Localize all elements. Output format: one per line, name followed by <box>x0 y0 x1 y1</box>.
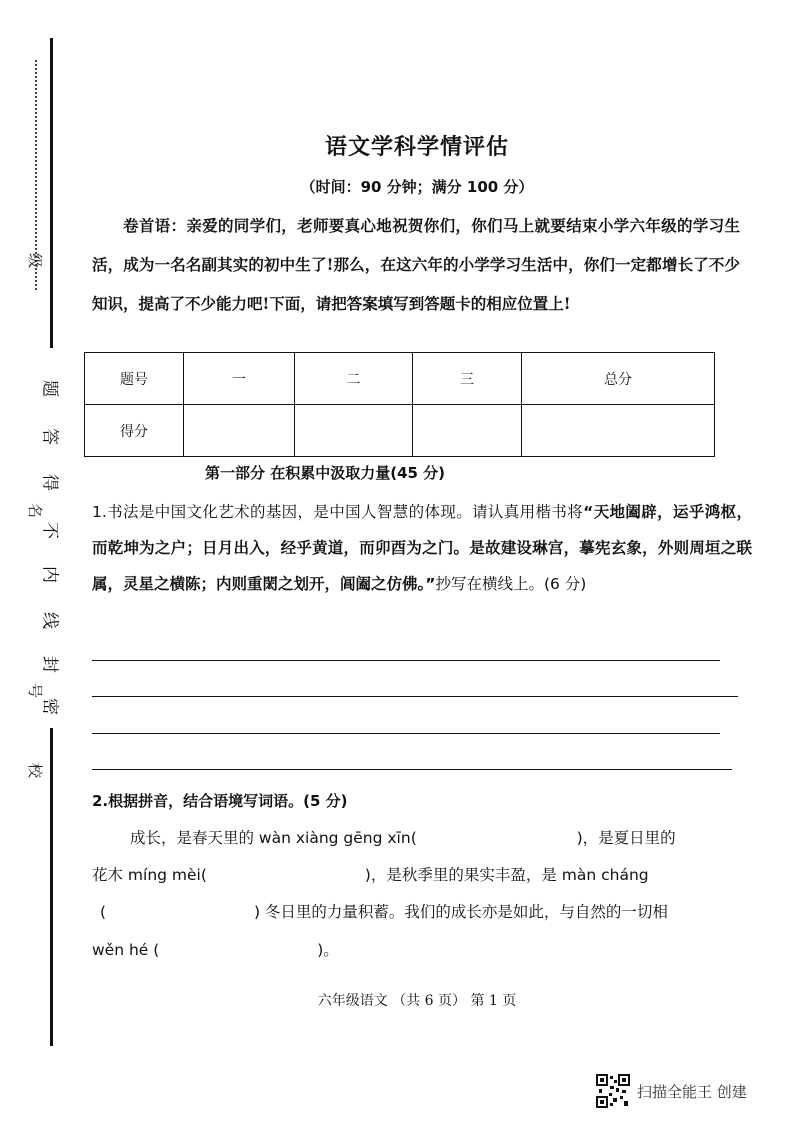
binding-char: 得 <box>39 474 60 491</box>
answer-line[interactable] <box>92 660 720 661</box>
q2-text: 花木 míng mèi( <box>92 866 207 884</box>
binding-char: 线 <box>39 612 60 629</box>
q2-text: )，是夏日里的 <box>576 829 676 847</box>
scanner-watermark: 扫描全能王 创建 <box>637 1083 747 1101</box>
q2-text: )，是秋季里的果实丰盈，是 màn cháng <box>364 866 649 884</box>
q2-text: ( <box>100 903 107 921</box>
score-input-part3[interactable] <box>413 405 522 457</box>
binding-char: 题 <box>39 380 60 397</box>
binding-char: 内 <box>39 566 60 583</box>
preface-text: 卷首语：亲爱的同学们，老师要真心地祝贺你们，你们马上就要结束小学六年级的学习生活，成为一名名副其实的初中生了!那么，在这六年的小学学习生活中，你们一定都增长了不少知识，提高了不少能力吧!下面，请把答案填写到答题卡的相应位置上! <box>92 216 740 313</box>
score-cell-part2: 二 <box>295 353 413 405</box>
q2-text: 成长，是春天里的 wàn xiàng gēng xīn( <box>130 829 417 847</box>
score-cell-part1: 一 <box>184 353 295 405</box>
score-input-part1[interactable] <box>184 405 295 457</box>
binding-char: 封 <box>39 656 60 673</box>
score-cell-label: 题号 <box>85 353 184 405</box>
q2-text: ) 冬日里的力量积蓄。我们的成长亦是如此，与自然的一切相 <box>253 903 668 921</box>
answer-line[interactable] <box>92 696 738 697</box>
score-table-header-row <box>85 353 715 405</box>
binding-char: 答 <box>39 428 60 445</box>
question-2-title: 2.根据拼音，结合语境写词语。(5 分) <box>92 792 348 810</box>
exam-time-score: （时间：90 分钟；满分 100 分） <box>300 178 534 196</box>
score-table-score-row <box>85 405 715 457</box>
score-cell-total: 总分 <box>522 353 715 405</box>
binding-char: 密 <box>39 698 60 715</box>
q2-text: )。 <box>317 941 339 959</box>
answer-line[interactable] <box>92 769 732 770</box>
score-input-part2[interactable] <box>295 405 413 457</box>
question-1-lead: 1.书法是中国文化艺术的基因，是中国人智慧的体现。请认真用楷书将 <box>92 503 584 521</box>
question-1 <box>92 494 752 602</box>
question-1-quote: “天地阖辟，运乎鸿枢，而乾坤为之户；日月出入，经乎黄道，而卯酉为之门。是故建设琳宫，摹宪玄象，外则周垣之联属，灵星之横陈；内则重閎之划开，阊阖之仿佛。” <box>92 503 752 593</box>
question-2-line-4 <box>92 938 752 960</box>
binding-char: 不 <box>39 522 60 539</box>
binding-label-number: 号 <box>26 682 45 699</box>
binding-label-name: 名 <box>26 502 45 519</box>
score-table <box>84 352 715 457</box>
question-1-tail: 抄写在横线上。(6 分) <box>435 575 587 593</box>
score-cell-part3: 三 <box>413 353 522 405</box>
answer-line[interactable] <box>92 733 720 734</box>
question-2-line-3 <box>100 900 760 922</box>
exam-title: 语文学科学情评估 <box>324 134 509 160</box>
score-row-label: 得分 <box>85 405 184 457</box>
score-input-total[interactable] <box>522 405 715 457</box>
q2-text: wěn hé ( <box>92 941 160 959</box>
page-footer: 六年级语文 （共 6 页） 第 1 页 <box>317 993 517 1009</box>
section-heading: 第一部分 在积累中汲取力量(45 分) <box>205 464 446 482</box>
binding-label-class: 级 <box>26 252 45 269</box>
question-2-line-2 <box>92 863 752 885</box>
question-2-line-1 <box>130 826 790 848</box>
qr-code-icon <box>596 1074 630 1108</box>
binding-label-school: 校 <box>26 762 45 779</box>
